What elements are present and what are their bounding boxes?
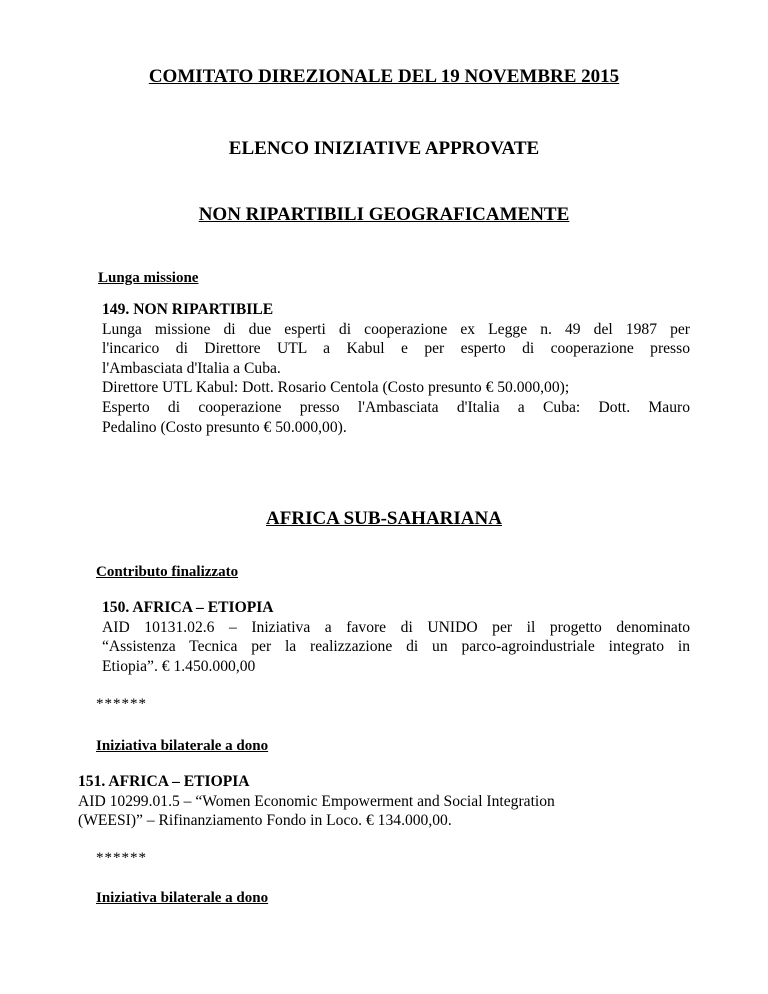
section-label-bilaterale-2: Iniziativa bilaterale a dono (96, 890, 269, 906)
item-151-line-1: AID 10299.01.5 – “Women Economic Empowerment and Social Integration (78, 792, 555, 810)
section-heading-africa: AFRICA SUB-SAHARIANA (266, 508, 502, 529)
separator-stars-1: ****** (96, 696, 147, 712)
section-label-contributo-finalizzato: Contributo finalizzato (96, 564, 239, 580)
item-150 (102, 598, 690, 676)
item-149-line-4: Direttore UTL Kabul: Dott. Rosario Centola (Costo presunto € 50.000,00); (102, 379, 570, 397)
item-150-line-3: Etiopia”. € 1.450.000,00 (102, 657, 256, 675)
item-151 (78, 772, 678, 831)
item-149-line-3: l'Ambasciata d'Italia a Cuba. (102, 359, 281, 377)
item-149 (102, 300, 690, 437)
item-150-line-2: “Assistenza Tecnica per la realizzazione di un parco-agroindustriale integrato in (102, 638, 690, 656)
document-title: COMITATO DIREZIONALE DEL 19 NOVEMBRE 2015 (148, 66, 620, 87)
item-149-line-2: l'incarico di Direttore UTL a Kabul e per esperto di cooperazione presso (102, 340, 690, 358)
item-149-title: 149. NON RIPARTIBILE (102, 301, 274, 318)
section-heading-non-ripartibili: NON RIPARTIBILI GEOGRAFICAMENTE (198, 204, 570, 225)
item-149-line-1: Lunga missione di due esperti di cooperazione ex Legge n. 49 del 1987 per (102, 320, 690, 338)
item-151-title: 151. AFRICA – ETIOPIA (78, 773, 250, 790)
item-149-line-6: Pedalino (Costo presunto € 50.000,00). (102, 418, 347, 436)
section-label-lunga-missione: Lunga missione (98, 270, 199, 286)
separator-stars-2: ****** (96, 850, 147, 866)
item-149-line-5: Esperto di cooperazione presso l'Ambasciata d'Italia a Cuba: Dott. Mauro (102, 398, 690, 416)
item-150-line-1: AID 10131.02.6 – Iniziativa a favore di UNIDO per il progetto denominato (102, 618, 690, 636)
section-label-bilaterale-1: Iniziativa bilaterale a dono (96, 738, 269, 754)
item-151-line-2: (WEESI)” – Rifinanziamento Fondo in Loco. € 134.000,00. (78, 812, 452, 830)
item-150-title: 150. AFRICA – ETIOPIA (102, 599, 274, 616)
document-subtitle: ELENCO INIZIATIVE APPROVATE (228, 138, 540, 159)
